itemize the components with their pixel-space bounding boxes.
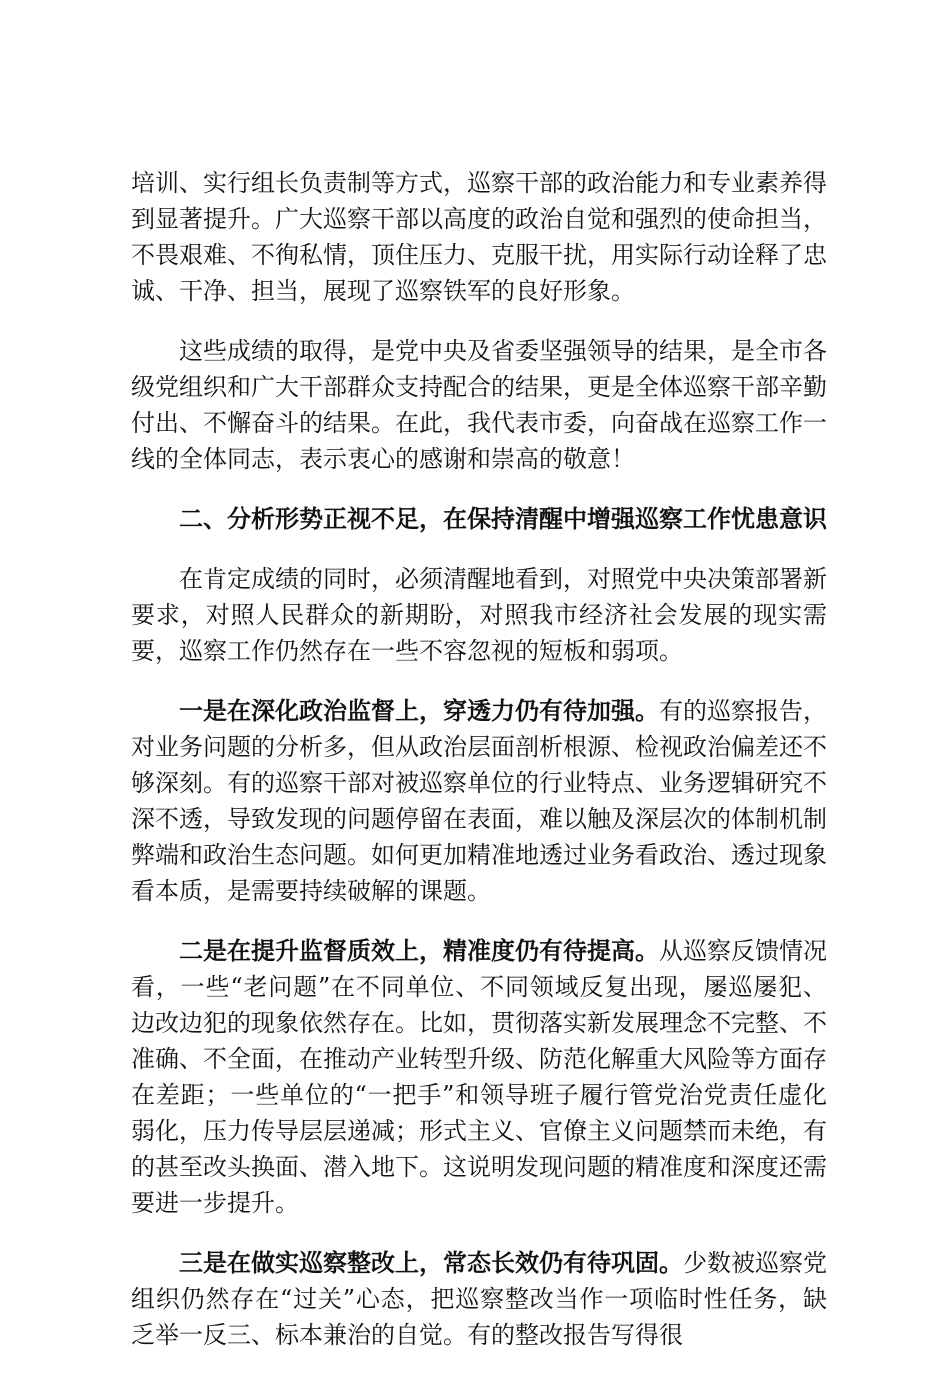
section-heading-text: 二、分析形势正视不足，在保持清醒中增强巡察工作忧患意识 [179, 505, 827, 533]
paragraph-point-three [131, 1245, 827, 1353]
paragraph-text: 在肯定成绩的同时，必须清醒地看到，对照党中央决策部署新要求，对照人民群众的新期盼，对照我市经济社会发展的现实需要，巡察工作仍然存在一些不容忽视的短板和弱项。 [131, 565, 827, 665]
paragraph-shortcomings-intro [131, 561, 827, 669]
paragraph-text: 培训、实行组长负责制等方式，巡察干部的政治能力和专业素养得到显著提升。广大巡察干部以高度的政治自觉和强烈的使命担当，不畏艰难、不徇私情，顶住压力、克服干扰，用实际行动诠释了忠诚、干净、担当，展现了巡察铁军的良好形象。 [131, 169, 827, 305]
paragraph-lead-sentence: 三是在做实巡察整改上，常态长效仍有待巩固。 [179, 1249, 683, 1277]
paragraph-text: 有的巡察报告，对业务问题的分析多，但从政治层面剖析根源、检视政治偏差还不够深刻。有的巡察干部对被巡察单位的行业特点、业务逻辑研究不深不透，导致发现的问题停留在表面，难以触及深层次的体制机制弊端和政治生态问题。如何更加精准地透过业务看政治、透过现象看本质，是需要持续破解的课题。 [131, 697, 827, 905]
paragraph-continuation [131, 165, 827, 309]
paragraph-lead-sentence: 一是在深化政治监督上，穿透力仍有待加强。 [179, 697, 659, 725]
paragraph-point-two [131, 933, 827, 1221]
paragraph-text: 这些成绩的取得，是党中央及省委坚强领导的结果，是全市各级党组织和广大干部群众支持配合的结果，更是全体巡察干部辛勤付出、不懈奋斗的结果。在此，我代表市委，向奋战在巡察工作一线的全体同志，表示衷心的感谢和崇高的敬意！ [131, 337, 827, 473]
section-heading [131, 501, 827, 537]
paragraph-text: 从巡察反馈情况看，一些“老问题”在不同单位、不同领域反复出现，屡巡屡犯、边改边犯的现象依然存在。比如，贯彻落实新发展理念不完整、不准确、不全面，在推动产业转型升级、防范化解重大风险等方面存在差距；一些单位的“一把手”和领导班子履行管党治党责任虚化弱化，压力传导层层递减；形式主义、官僚主义问题禁而未绝，有的甚至改头换面、潜入地下。这说明发现问题的精准度和深度还需要进一步提升。 [131, 937, 827, 1217]
paragraph-text: 少数被巡察党组织仍然存在“过关”心态，把巡察整改当作一项临时性任务，缺乏举一反三、标本兼治的自觉。有的整改报告写得很 [131, 1249, 827, 1349]
document-body [131, 165, 827, 1377]
paragraph-point-one [131, 693, 827, 909]
paragraph-achievement-thanks [131, 333, 827, 477]
paragraph-lead-sentence: 二是在提升监督质效上，精准度仍有待提高。 [179, 937, 659, 965]
